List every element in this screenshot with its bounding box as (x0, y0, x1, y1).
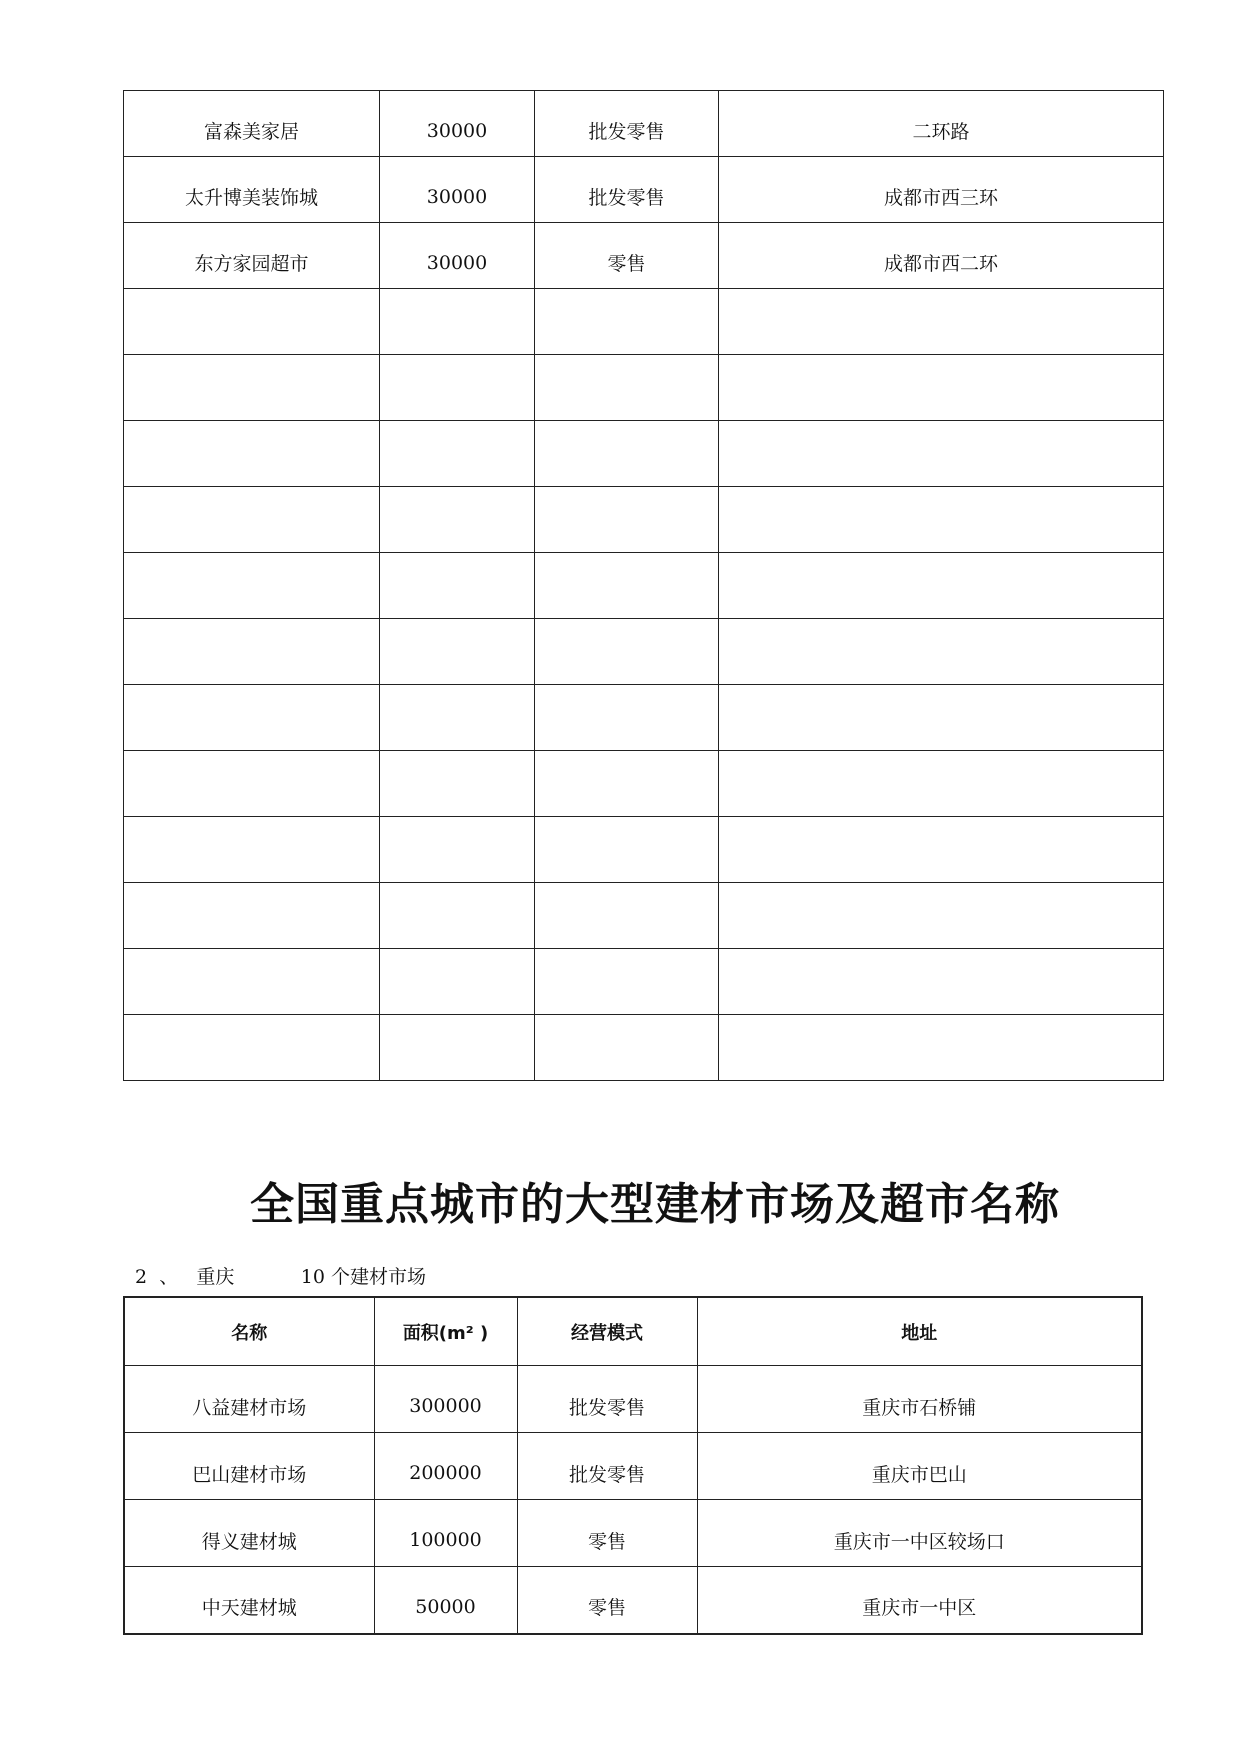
empty-cell (535, 421, 719, 487)
address-cell: 成都市西三环 (719, 157, 1164, 223)
market-name-cell: 得义建材城 (124, 1500, 374, 1567)
empty-cell (124, 553, 380, 619)
empty-cell (719, 817, 1164, 883)
empty-table-row (124, 289, 1164, 355)
empty-table-row (124, 355, 1164, 421)
empty-cell (380, 289, 535, 355)
empty-table-row (124, 817, 1164, 883)
table-row (124, 157, 1164, 223)
empty-cell (380, 421, 535, 487)
empty-cell (124, 1015, 380, 1081)
market-name-cell: 东方家园超市 (124, 223, 380, 289)
empty-cell (124, 685, 380, 751)
section-count: 10 个建材市场 (300, 1266, 426, 1288)
empty-cell (124, 289, 380, 355)
empty-cell (380, 355, 535, 421)
section-number: 2 (135, 1266, 148, 1288)
empty-table-row (124, 751, 1164, 817)
table-row (124, 1567, 1142, 1634)
empty-cell (719, 421, 1164, 487)
empty-cell (719, 619, 1164, 685)
table-row (124, 1366, 1142, 1433)
section-separator: 、 (159, 1266, 179, 1288)
empty-cell (380, 1015, 535, 1081)
empty-cell (719, 355, 1164, 421)
empty-cell (535, 487, 719, 553)
empty-cell (719, 289, 1164, 355)
area-cell: 100000 (374, 1500, 517, 1567)
column-header-name: 名称 (124, 1297, 374, 1366)
business-mode-cell: 零售 (535, 223, 719, 289)
empty-cell (719, 1015, 1164, 1081)
empty-cell (535, 619, 719, 685)
column-header-area: 面积(m² ) (374, 1297, 517, 1366)
empty-cell (535, 817, 719, 883)
empty-cell (124, 619, 380, 685)
table-row (124, 223, 1164, 289)
empty-cell (380, 949, 535, 1015)
area-cell: 30000 (380, 91, 535, 157)
empty-cell (124, 949, 380, 1015)
area-cell: 30000 (380, 223, 535, 289)
empty-cell (124, 751, 380, 817)
empty-cell (719, 751, 1164, 817)
area-cell: 30000 (380, 157, 535, 223)
market-name-cell: 中天建材城 (124, 1567, 374, 1634)
area-cell: 300000 (374, 1366, 517, 1433)
empty-cell (380, 817, 535, 883)
empty-cell (719, 553, 1164, 619)
empty-cell (124, 355, 380, 421)
empty-cell (535, 949, 719, 1015)
market-name-cell: 太升博美装饰城 (124, 157, 380, 223)
column-header-address: 地址 (697, 1297, 1142, 1366)
business-mode-cell: 零售 (517, 1567, 697, 1634)
empty-table-row (124, 949, 1164, 1015)
empty-table-row (124, 487, 1164, 553)
empty-table-row (124, 685, 1164, 751)
empty-cell (719, 487, 1164, 553)
business-mode-cell: 批发零售 (517, 1366, 697, 1433)
empty-cell (535, 1015, 719, 1081)
empty-cell (719, 883, 1164, 949)
empty-cell (719, 685, 1164, 751)
empty-table-row (124, 421, 1164, 487)
address-cell: 成都市西二环 (719, 223, 1164, 289)
area-cell: 200000 (374, 1433, 517, 1500)
empty-table-row (124, 883, 1164, 949)
empty-cell (380, 553, 535, 619)
empty-cell (535, 355, 719, 421)
empty-cell (380, 751, 535, 817)
empty-cell (124, 817, 380, 883)
table-row (124, 1500, 1142, 1567)
empty-cell (535, 685, 719, 751)
empty-cell (380, 685, 535, 751)
empty-cell (124, 421, 380, 487)
market-name-cell: 富森美家居 (124, 91, 380, 157)
table-row (124, 1433, 1142, 1500)
empty-cell (124, 883, 380, 949)
chongqing-market-table (123, 1296, 1143, 1635)
business-mode-cell: 零售 (517, 1500, 697, 1567)
market-name-cell: 巴山建材市场 (124, 1433, 374, 1500)
market-name-cell: 八益建材市场 (124, 1366, 374, 1433)
empty-cell (719, 949, 1164, 1015)
address-cell: 二环路 (719, 91, 1164, 157)
business-mode-cell: 批发零售 (535, 157, 719, 223)
empty-table-row (124, 619, 1164, 685)
page-title: 全国重点城市的大型建材市场及超市名称 (250, 1179, 1060, 1230)
empty-cell (380, 487, 535, 553)
address-cell: 重庆市石桥铺 (697, 1366, 1142, 1433)
business-mode-cell: 批发零售 (517, 1433, 697, 1500)
empty-cell (535, 883, 719, 949)
area-cell: 50000 (374, 1567, 517, 1634)
empty-cell (124, 487, 380, 553)
empty-cell (535, 553, 719, 619)
address-cell: 重庆市一中区 (697, 1567, 1142, 1634)
empty-table-row (124, 553, 1164, 619)
chengdu-market-table (123, 90, 1164, 1081)
empty-table-row (124, 1015, 1164, 1081)
address-cell: 重庆市一中区较场口 (697, 1500, 1142, 1567)
empty-cell (535, 289, 719, 355)
empty-cell (535, 751, 719, 817)
column-header-business-mode: 经营模式 (517, 1297, 697, 1366)
business-mode-cell: 批发零售 (535, 91, 719, 157)
empty-cell (380, 883, 535, 949)
table-row (124, 91, 1164, 157)
section-city: 重庆 (196, 1266, 235, 1288)
empty-cell (380, 619, 535, 685)
section-heading (135, 1262, 426, 1289)
table-header-row (124, 1297, 1142, 1366)
address-cell: 重庆市巴山 (697, 1433, 1142, 1500)
